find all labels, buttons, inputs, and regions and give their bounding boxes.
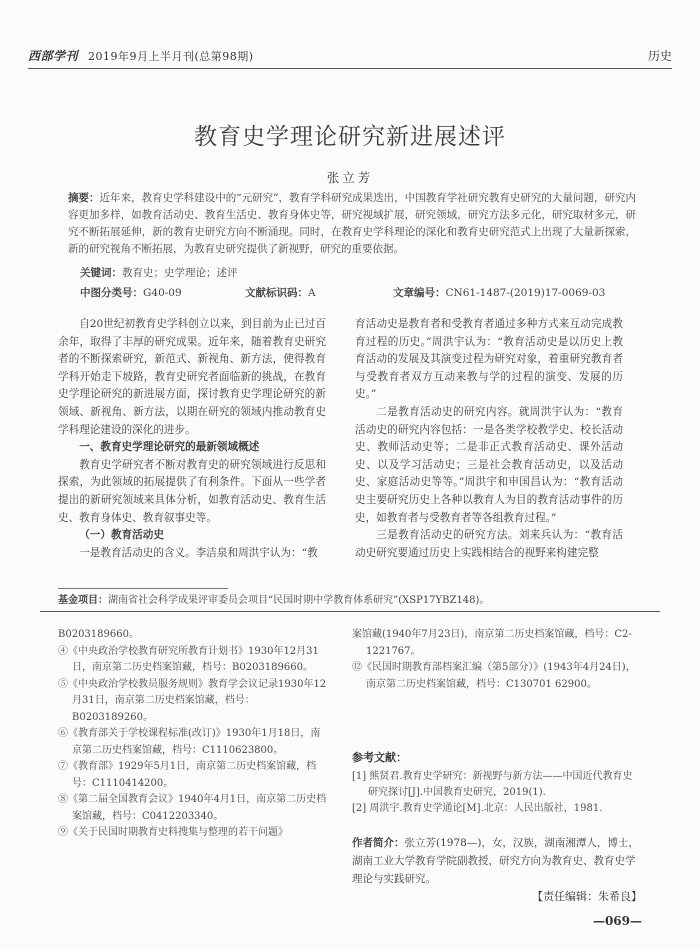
endnote: ④《中央政治学校教育研究所教育计划书》1930年12月31日，南京第二历史档案馆藏，档号：B0203189660。 — [58, 645, 319, 673]
reference-item: [1] 熊贤君.教育史学研究：新视野与新方法——中国近代教育史研究探讨[J].中国教育史研究，2019(1). — [352, 771, 633, 798]
fund-note — [58, 591, 658, 606]
section-heading: 一、教育史学理论研究的最新领域概述 — [79, 441, 260, 454]
body-paragraph: 一是教育活动史的含义。李洁泉和周洪宇认为：“教 — [79, 546, 318, 559]
abstract-label: 摘要： — [68, 192, 100, 204]
keywords-text: 教育史；史学理论；述评 — [122, 267, 238, 279]
article-number-value: CN61-1487-(2019)17-0069-03 — [445, 287, 606, 299]
doc-value: A — [308, 287, 316, 299]
subsection-heading: （一）教育活动史 — [79, 529, 164, 542]
body-paragraph: 三是教育活动史的研究方法。刘来兵认为：“教育活动史研究要通过历史上实践相结合的视野来构建完整 — [355, 529, 623, 559]
body-column-right — [355, 316, 623, 562]
body-paragraph: 自20世纪初教育史学科创立以来，到目前为止已过百余年，取得了丰厚的研究成果。近年来，随着教育史研究者的不断探索研究，新范式、新视角、新方法，使得教育学科开始走下坡路，教育史研究者面临新的挑战，在教育史学理论研究的新进展方面，探讨教育史学理论研究的新领域、新视角、新方法，以期在研究的领域内推动教育史学科理论建设的深化的进步。 — [58, 318, 326, 436]
references-list — [352, 769, 637, 817]
endnote: ⑦《教育部》1929年5月1日，南京第二历史档案馆藏，档号：C1110414200。 — [58, 761, 317, 789]
body-paragraph: 教育史学研究者不断对教育史的研究领域进行反思和探索，为此领域的拓展提供了有利条件。下面从一些学者提出的新研究领域来具体分析，如教育活动史、教育生活史、教育身体史、教育叙事史等。 — [58, 458, 326, 524]
endnote: B0203189660。 — [58, 629, 139, 640]
fund-label: 基金项目： — [58, 595, 108, 606]
responsible-editor: 【责任编辑：朱希良】 — [532, 890, 642, 903]
clc-label: 中图分类号： — [80, 287, 143, 299]
article-title: 教育史学理论研究新进展述评 — [194, 124, 506, 150]
header-left — [28, 47, 254, 68]
endnote: 案馆藏(1940年7月23日)，南京第二历史档案馆藏，档号：C2-1221767。 — [352, 629, 632, 657]
body-column-left — [58, 316, 326, 562]
section-label: 历史 — [647, 49, 672, 63]
journal-name: 西部学刊 — [28, 49, 79, 63]
author-bio — [352, 834, 642, 888]
article-number-label: 文章编号： — [393, 287, 446, 299]
endnote: ⑨《关于民国时期教育史料搜集与整理的若干问题》 — [58, 827, 288, 838]
references-heading: 参考文献： — [352, 751, 407, 764]
abstract-text: 近年来，教育史学科建设中的“元研究”，教育学科研究成果迭出，中国教育学社研究教育史研究的大量问题，研究内容更加多样，如教育活动史、教育生活史、教育身体史等，研究视域扩展，研究领域，研究方法多元化，研究取材多元，研究不断拓展延伸，新的教育史研究方向不断涌现。同时，在教育史学科理论的深化和教育史研究范式上出现了大量新探索，新的研究视角不断拓展，为教育史研究提供了新视野，研究的重要依据。 — [68, 192, 637, 255]
endnotes-left — [58, 627, 328, 842]
article-author: 张立芳 — [326, 170, 374, 185]
abstract — [68, 190, 636, 258]
reference-item: [2] 周洪宇.教育史学通论[M].北京：人民出版社，1981. — [352, 803, 603, 814]
running-header — [28, 46, 672, 69]
endnote: ⑧《第二届全国教育会议》1940年4月1日，南京第二历史档案馆藏，档号：C0412203340。 — [58, 794, 327, 822]
fund-text: 湖南省社会科学成果评审委员会项目“民国时期中学教育体系研究”(XSP17YBZ148)。 — [108, 595, 490, 606]
endnotes-right — [352, 627, 637, 693]
endnote: ⑤《中央政治学校教员服务规则》教育学会议记录1930年12月31日，南京第二历史档案馆藏，档号：B0203189260。 — [58, 678, 327, 723]
body-paragraph: 育活动史是教育者和受教育者通过多种方式来互动完成教育过程的历史。”周洪宇认为：“教育活动史是以历史上教育活动的发展及其演变过程为研究对象，着重研究教育者与受教育者双方互动来教与学的过程的演变、发展的历史。” — [355, 318, 623, 401]
page-number: —069— — [592, 914, 642, 928]
issue-info: 2019年9月上半月刊(总第98期) — [88, 50, 254, 63]
doc-code — [245, 285, 316, 300]
article-number — [393, 285, 605, 300]
clc-code — [80, 285, 182, 300]
footnote-rule — [58, 588, 228, 589]
bio-text: 张立芳(1978—)，女，汉族，湖南湘潭人，博士，湖南工业大学教育学院副教授，研究方向为教育史、教育史学理论与实践研究。 — [352, 837, 639, 885]
doc-label: 文献标识码： — [245, 287, 308, 299]
body-paragraph: 二是教育活动史的研究内容。就周洪宇认为：“教育活动史的研究内容包括：一是各类学校教学史、校长活动史、教师活动史等；二是非正式教育活动史、课外活动史、以及学习活动史；三是社会教育活动史，以及活动史、家庭活动史等等。”周洪宇和申国昌认为：“教育活动史主要研究历史上各种以教育人为目的教育活动事件的历史，如教育者与受教育者等各组教育过程。” — [355, 405, 623, 524]
bio-label: 作者简介： — [352, 837, 405, 849]
endnote: ⑥《教育部关于学校课程标准(改订)》1930年1月18日，南京第二历史档案馆藏，档号：C1110623800。 — [58, 728, 321, 756]
clc-value: G40-09 — [143, 287, 182, 299]
endnote: ⑫《民国时期教育部档案汇编（第5部分）》(1943年4月24日)，南京第二历史档案馆藏，档号：C130701 62900。 — [352, 662, 636, 690]
section-divider — [40, 611, 660, 612]
keywords-label: 关键词： — [80, 267, 122, 279]
keywords — [80, 265, 238, 280]
